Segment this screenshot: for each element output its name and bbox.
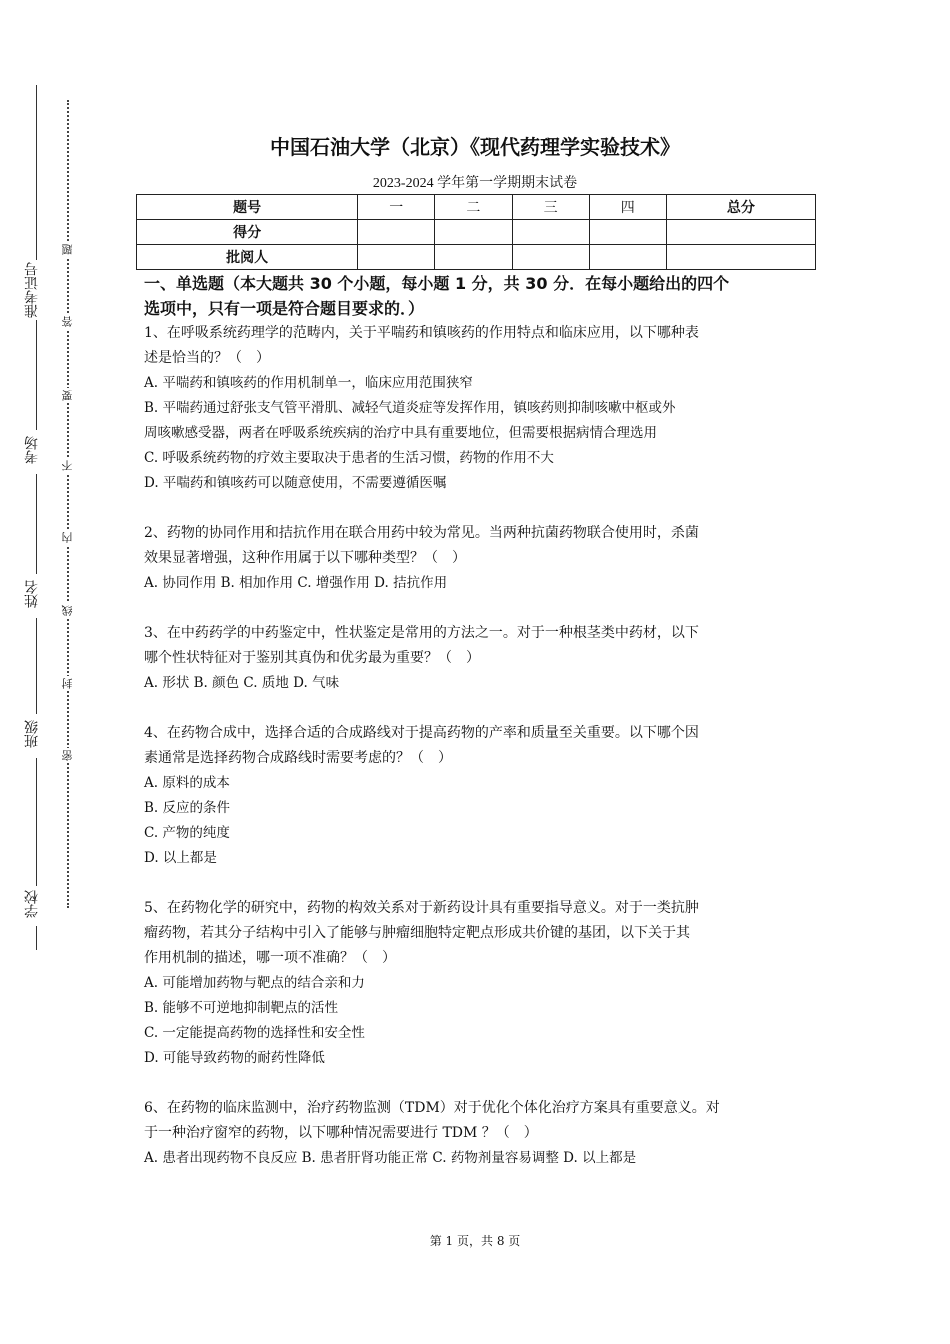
grader-cell[interactable] [358,245,435,270]
margin-line [36,758,37,886]
question-3 [144,621,812,696]
seal-char: 内 [61,532,74,543]
col-question-no: 题号 [137,195,358,220]
question-5 [144,896,812,1071]
score-row [137,220,816,245]
option-a: A. 原料的成本 [144,775,230,791]
option-c: C. 呼吸系统药物的疗效主要取决于患者的生活习惯，药物的作用不大 [144,450,554,466]
option-b-cont: 周咳嗽感受器，两者在呼吸系统疾病的治疗中具有重要地位，但需要根据病情合理选用 [144,425,657,441]
section-heading: 一、单选题（本大题共 30 个小题，每小题 1 分，共 30 分．在每小题给出的四个 [144,274,730,293]
seal-char: 封 [61,678,74,689]
question-text: 4、在药物合成中，选择合适的合成路线对于提高药物的产率和质量至关重要。以下哪个因 [144,725,699,741]
grader-cell[interactable] [589,245,666,270]
section-heading: 选项中，只有一项是符合题目要求的．） [144,299,425,318]
question-text: 瘤药物，若其分子结构中引入了能够与肿瘤细胞特定靶点形成共价键的基团，以下关于其 [144,925,690,941]
col-part-1: 一 [358,195,435,220]
col-part-2: 二 [435,195,512,220]
question-2 [144,521,812,596]
margin-field-class: 班级 [24,720,40,748]
row-label-score: 得分 [137,220,358,245]
row-label-grader: 批阅人 [137,245,358,270]
score-cell[interactable] [589,220,666,245]
option-a: A. 平喘药和镇咳药的作用机制单一，临床应用范围狭窄 [144,375,473,391]
option-c: C. 产物的纯度 [144,825,230,841]
margin-line-bottom [36,926,37,950]
seal-dotted-line [67,100,69,908]
question-text: 3、在中药药学的中药鉴定中，性状鉴定是常用的方法之一。对于一种根茎类中药材，以下 [144,625,699,641]
option-b: B. 反应的条件 [144,800,231,816]
exam-title: 中国石油大学（北京）《现代药理学实验技术》 [270,135,680,159]
grader-cell[interactable] [512,245,589,270]
seal-char: 答 [61,316,74,327]
question-text: 2、药物的协同作用和拮抗作用在联合用药中较为常见。当两种抗菌药物联合使用时，杀菌 [144,525,699,541]
options-line: A. 形状 B. 颜色 C. 质地 D. 气味 [144,675,340,691]
question-6 [144,1096,812,1171]
seal-char: 密 [61,750,74,761]
grader-row [137,245,816,270]
question-text: 哪个性状特征对于鉴别其真伪和优劣最为重要？（ ） [144,650,480,666]
question-4 [144,721,812,871]
question-text: 5、在药物化学的研究中，药物的构效关系对于新药设计具有重要指导意义。对于一类抗肿 [144,900,699,916]
score-table [136,194,816,270]
question-text: 1、在呼吸系统药理学的范畴内，关于平喘药和镇咳药的作用特点和临床应用，以下哪种表 [144,325,699,341]
seal-char: 要 [61,390,74,401]
option-b: B. 平喘药通过舒张支气管平滑肌、减轻气道炎症等发挥作用，镇咳药则抑制咳嗽中枢或外 [144,400,676,416]
seal-char: 不 [61,460,74,471]
col-part-4: 四 [589,195,666,220]
option-d: D. 以上都是 [144,850,217,866]
margin-line [36,618,37,714]
question-1 [144,321,812,496]
option-a: A. 可能增加药物与靶点的结合亲和力 [144,975,365,991]
page-footer: 第 1 页，共 8 页 [429,1234,521,1248]
margin-field-school: 学校 [24,890,40,918]
score-cell[interactable] [358,220,435,245]
margin-field-exam-room: 考场 [24,436,40,464]
margin-line [36,320,37,430]
col-part-3: 三 [512,195,589,220]
score-cell[interactable] [666,220,815,245]
option-d: D. 平喘药和镇咳药可以随意使用，不需要遵循医嘱 [144,475,447,491]
options-line: A. 协同作用 B. 相加作用 C. 增强作用 D. 拮抗作用 [144,575,448,591]
margin-field-name: 姓名 [24,580,40,608]
exam-content [144,271,812,1171]
col-total: 总分 [666,195,815,220]
question-text: 述是恰当的？（ ） [144,350,270,366]
score-cell[interactable] [435,220,512,245]
option-b: B. 能够不可逆地抑制靶点的活性 [144,1000,339,1016]
question-text: 效果显著增强，这种作用属于以下哪种类型？（ ） [144,550,466,566]
grader-cell[interactable] [435,245,512,270]
seal-char: 题 [61,244,74,255]
score-cell[interactable] [512,220,589,245]
question-text: 素通常是选择药物合成路线时需要考虑的？（ ） [144,750,452,766]
question-text: 6、在药物的临床监测中，治疗药物监测（TDM）对于优化个体化治疗方案具有重要意义。对 [144,1100,720,1116]
question-text: 于一种治疗窗窄的药物，以下哪种情况需要进行 TDM ？（ ） [144,1125,538,1141]
option-d: D. 可能导致药物的耐药性降低 [144,1050,325,1066]
exam-subtitle: 2023-2024 学年第一学期期末试卷 [372,176,578,191]
margin-line [36,474,37,574]
options-line: A. 患者出现药物不良反应 B. 患者肝肾功能正常 C. 药物剂量容易调整 D. 以上都是 [144,1150,637,1166]
score-table-header-row [137,195,816,220]
grader-cell[interactable] [666,245,815,270]
question-text: 作用机制的描述，哪一项不准确？（ ） [144,950,396,966]
margin-field-exam-id: 准考证号 [24,262,40,318]
option-c: C. 一定能提高药物的选择性和安全性 [144,1025,365,1041]
seal-char: 线 [61,605,74,616]
